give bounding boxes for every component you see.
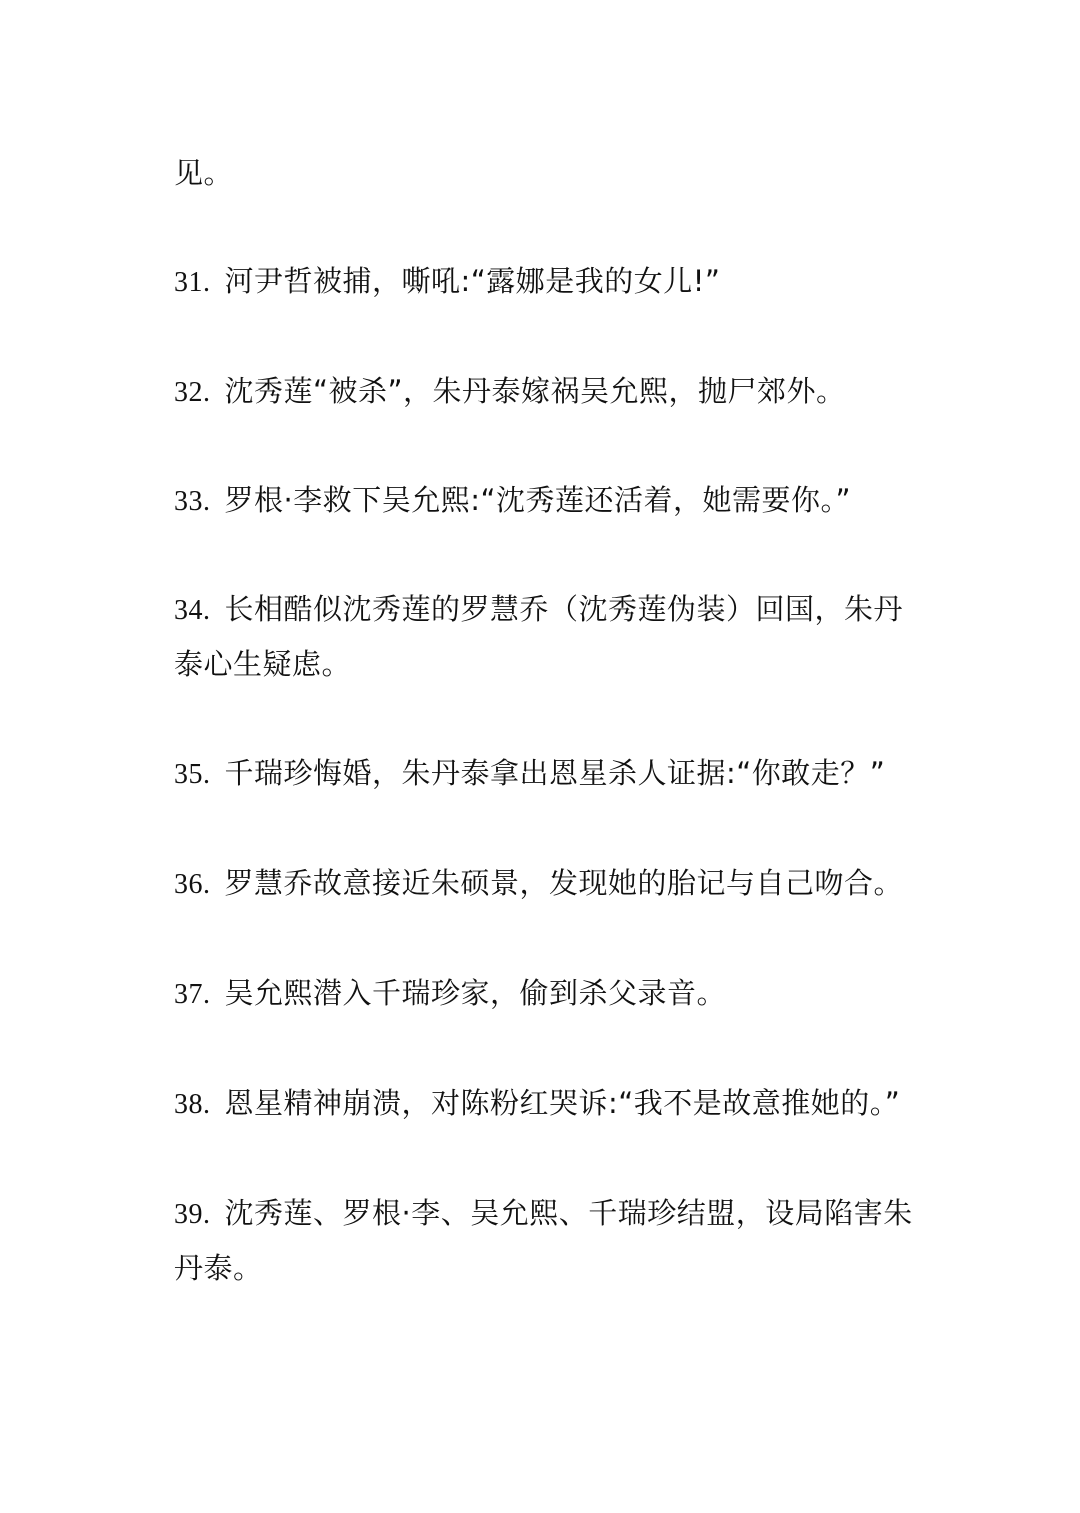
- item-text-continued: 泰心生疑虑。: [174, 647, 352, 681]
- item-text: 沈秀莲、罗根·李、吴允熙、千瑞珍结盟，设局陷害朱: [224, 1196, 913, 1230]
- list-item-38: [174, 1076, 914, 1132]
- list-item-37: [174, 966, 914, 1022]
- item-number: 37.: [174, 979, 211, 1010]
- item-number: 33.: [174, 486, 211, 517]
- item-number: 35.: [174, 759, 211, 790]
- item-number: 31.: [174, 267, 211, 298]
- list-item-36: [174, 856, 914, 912]
- continuation-line: [174, 146, 914, 201]
- list-item-31: [174, 254, 914, 310]
- list-item-34-continued: [174, 637, 914, 692]
- item-text-continued: 丹泰。: [174, 1251, 263, 1285]
- list-item-33: [174, 473, 914, 529]
- item-text: 罗慧乔故意接近朱硕景，发现她的胎记与自己吻合。: [224, 866, 904, 900]
- list-item-39: [174, 1186, 914, 1242]
- item-number: 32.: [174, 377, 211, 408]
- item-number: 36.: [174, 869, 211, 900]
- item-number: 34.: [174, 595, 211, 626]
- item-text: 千瑞珍悔婚，朱丹泰拿出恩星杀人证据:“你敢走？”: [224, 756, 886, 790]
- item-text: 罗根·李救下吴允熙:“沈秀莲还活着，她需要你。”: [224, 483, 852, 517]
- item-text: 河尹哲被捕，嘶吼:“露娜是我的女儿!”: [224, 264, 721, 298]
- item-number: 38.: [174, 1089, 211, 1120]
- item-text: 恩星精神崩溃，对陈粉红哭诉:“我不是故意推她的。”: [224, 1086, 901, 1120]
- list-item-35: [174, 746, 914, 802]
- list-item-39-continued: [174, 1241, 914, 1296]
- list-item-32: [174, 364, 914, 420]
- list-item-34: [174, 582, 914, 638]
- item-text: 长相酷似沈秀莲的罗慧乔（沈秀莲伪装）回国，朱丹: [224, 592, 904, 626]
- item-text: 沈秀莲“被杀”，朱丹泰嫁祸吴允熙，抛尸郊外。: [224, 374, 846, 408]
- item-text: 吴允熙潜入千瑞珍家，偷到杀父录音。: [224, 976, 727, 1010]
- item-number: 39.: [174, 1199, 211, 1230]
- continuation-text: 见。: [174, 156, 234, 190]
